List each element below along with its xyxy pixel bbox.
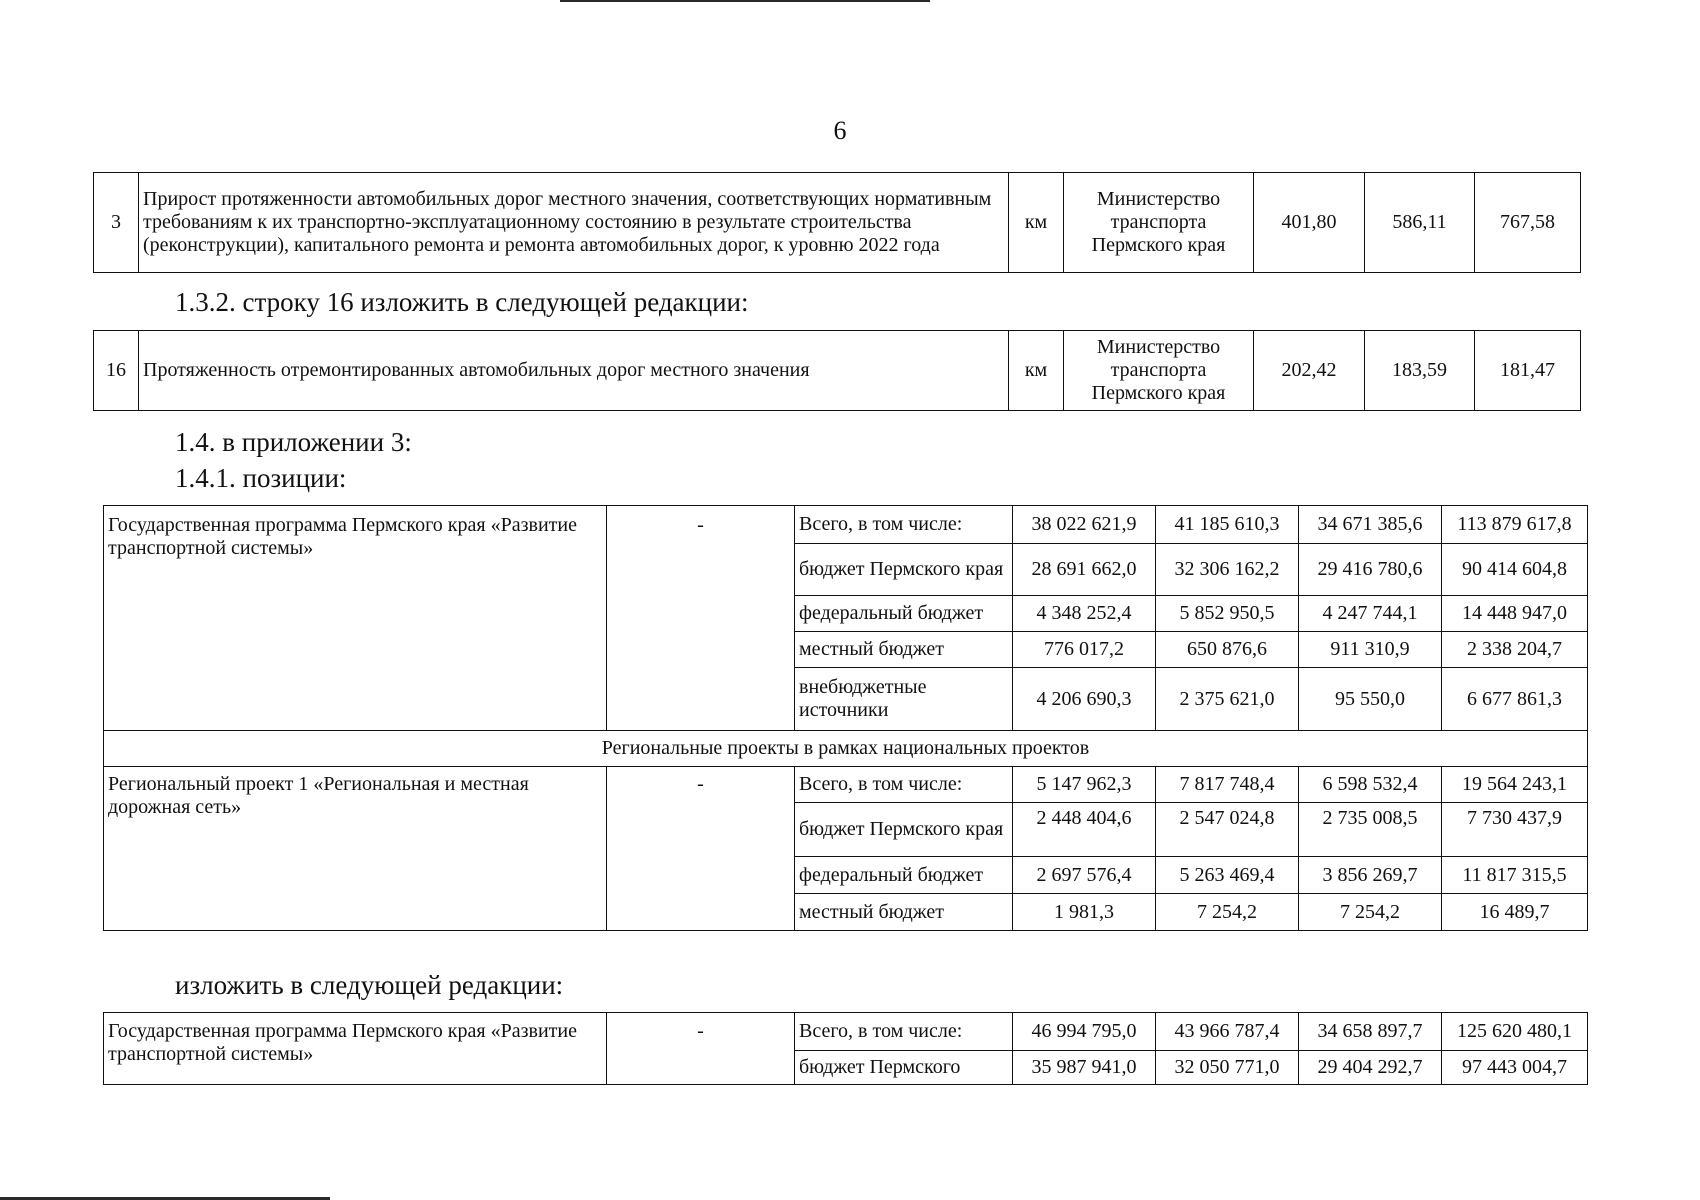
funding-source-label: Всего, в том числе: [795,506,1013,544]
amount-cell: 5 852 950,5 [1156,596,1299,632]
table-row [94,331,1581,411]
indicator-table-row-16 [93,330,1581,411]
table-row [94,173,1581,273]
funding-source-label: федеральный бюджет [795,596,1013,632]
amount-cell: 6 677 861,3 [1442,668,1588,731]
indicator-description: Прирост протяженности автомобильных дорог местного значения, соответствующих нормативным требованиям к их транспортно-эксплуатационному состоянию в результате строительства (реконструкции), капитального ремонта и ремонта автомобильных дорог, к уровню 2022 года [139,173,1009,273]
funding-source-label: федеральный бюджет [795,857,1013,894]
amount-cell: 29 404 292,7 [1299,1051,1442,1085]
indicator-table-row-3 [93,172,1581,273]
funding-source-label: местный бюджет [795,894,1013,931]
executor-cell: Министерство транспорта Пермского края [1064,331,1254,411]
funding-source-label: бюджет Пермского [795,1051,1013,1085]
amount-cell: 5 263 469,4 [1156,857,1299,894]
amount-cell: 4 247 744,1 [1299,596,1442,632]
heading-1-3-2: 1.3.2. строку 16 изложить в следующей редакции: [175,287,749,317]
dash-cell: - [607,767,795,931]
amount-cell: 95 550,0 [1299,668,1442,731]
amount-cell: 29 416 780,6 [1299,544,1442,596]
finance-table-new [103,1012,1588,1085]
project-name: Региональный проект 1 «Региональная и местная дорожная сеть» [104,767,607,931]
heading-new-edition: изложить в следующей редакции: [175,970,564,1000]
value-cell: 183,59 [1365,331,1475,411]
amount-cell: 911 310,9 [1299,632,1442,668]
amount-cell: 7 254,2 [1156,894,1299,931]
amount-cell: 2 697 576,4 [1013,857,1156,894]
amount-cell: 6 598 532,4 [1299,767,1442,803]
program-name: Государственная программа Пермского края «Развитие транспортной системы» [104,1013,607,1085]
funding-source-label: внебюджетные источники [795,668,1013,731]
amount-cell: 2 338 204,7 [1442,632,1588,668]
amount-cell: 19 564 243,1 [1442,767,1588,803]
value-cell: 401,80 [1254,173,1365,273]
amount-cell: 2 375 621,0 [1156,668,1299,731]
unit-cell: км [1009,173,1064,273]
amount-cell: 43 966 787,4 [1156,1013,1299,1051]
amount-cell: 1 981,3 [1013,894,1156,931]
table-row [104,767,1588,803]
amount-cell: 5 147 962,3 [1013,767,1156,803]
amount-cell: 11 817 315,5 [1442,857,1588,894]
funding-source-label: бюджет Пермского края [795,544,1013,596]
value-cell: 767,58 [1475,173,1581,273]
table-row [104,731,1588,767]
amount-cell: 7 730 437,9 [1442,803,1588,857]
funding-source-label: Всего, в том числе: [795,1013,1013,1051]
value-cell: 181,47 [1475,331,1581,411]
amount-cell: 113 879 617,8 [1442,506,1588,544]
amount-cell: 3 856 269,7 [1299,857,1442,894]
heading-1-4: 1.4. в приложении 3: [175,427,412,457]
program-name: Государственная программа Пермского края «Развитие транспортной системы» [104,506,607,731]
executor-cell: Министерство транспорта Пермского края [1064,173,1254,273]
amount-cell: 41 185 610,3 [1156,506,1299,544]
page-number: 6 [833,116,847,145]
table-row [104,1013,1588,1051]
unit-cell: км [1009,331,1064,411]
amount-cell: 97 443 004,7 [1442,1051,1588,1085]
amount-cell: 16 489,7 [1442,894,1588,931]
table-row [104,506,1588,544]
dash-cell: - [607,506,795,731]
amount-cell: 14 448 947,0 [1442,596,1588,632]
dash-cell: - [607,1013,795,1085]
amount-cell: 38 022 621,9 [1013,506,1156,544]
funding-source-label: Всего, в том числе: [795,767,1013,803]
indicator-description: Протяженность отремонтированных автомобильных дорог местного значения [139,331,1009,411]
amount-cell: 776 017,2 [1013,632,1156,668]
amount-cell: 4 206 690,3 [1013,668,1156,731]
amount-cell: 32 050 771,0 [1156,1051,1299,1085]
amount-cell: 7 254,2 [1299,894,1442,931]
amount-cell: 125 620 480,1 [1442,1013,1588,1051]
amount-cell: 2 448 404,6 [1013,803,1156,857]
amount-cell: 650 876,6 [1156,632,1299,668]
amount-cell: 34 671 385,6 [1299,506,1442,544]
value-cell: 202,42 [1254,331,1365,411]
row-number: 3 [94,173,139,273]
amount-cell: 35 987 941,0 [1013,1051,1156,1085]
section-title-row: Региональные проекты в рамках национальных проектов [104,731,1588,767]
amount-cell: 4 348 252,4 [1013,596,1156,632]
amount-cell: 46 994 795,0 [1013,1013,1156,1051]
amount-cell: 32 306 162,2 [1156,544,1299,596]
funding-source-label: бюджет Пермского края [795,803,1013,857]
amount-cell: 2 547 024,8 [1156,803,1299,857]
amount-cell: 2 735 008,5 [1299,803,1442,857]
amount-cell: 7 817 748,4 [1156,767,1299,803]
amount-cell: 28 691 662,0 [1013,544,1156,596]
amount-cell: 90 414 604,8 [1442,544,1588,596]
value-cell: 586,11 [1365,173,1475,273]
finance-table-current [103,505,1588,931]
row-number: 16 [94,331,139,411]
scan-edge-line [560,0,930,2]
heading-1-4-1: 1.4.1. позиции: [175,463,347,493]
amount-cell: 34 658 897,7 [1299,1013,1442,1051]
funding-source-label: местный бюджет [795,632,1013,668]
